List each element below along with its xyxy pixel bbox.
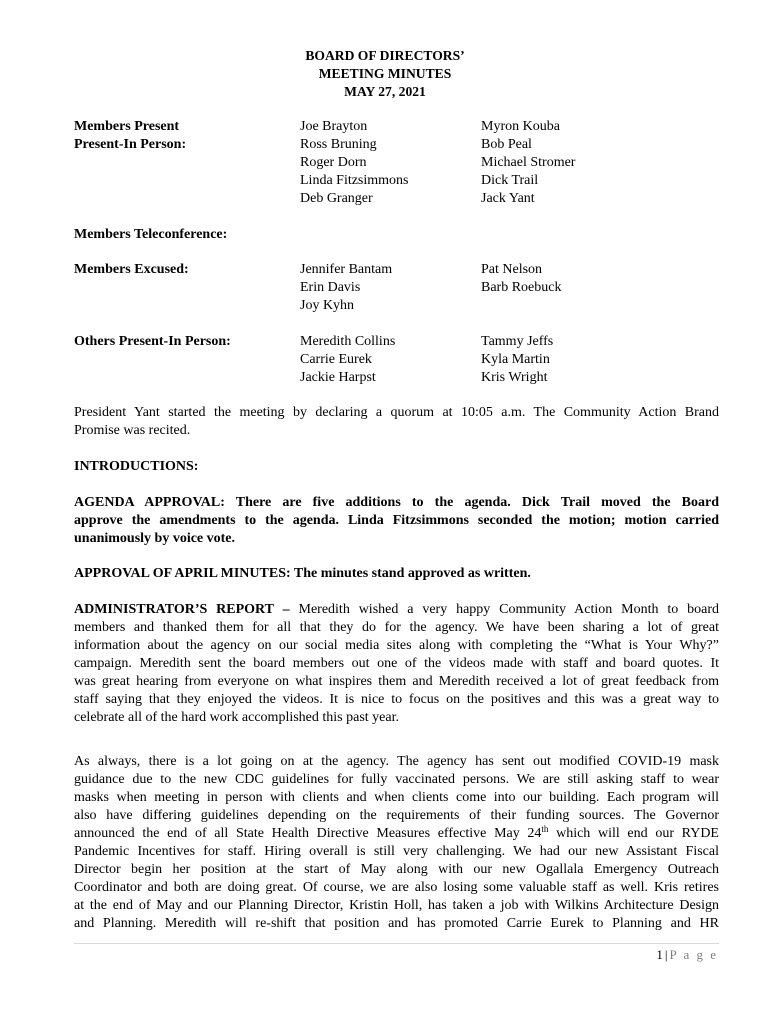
administrator-report-paragraph: ADMINISTRATOR’S REPORT – Meredith wished a very happy Community Action Month to board members and thanked them for all that they do for the agency. We have been sharing a lot of great information about the agency on our social media sites along with completing the “What is Your Why?” campaign. Meredith sent the board members out one of the videos made with staff and board quotes. It was great hearing from everyone on what inspires them and Meredith received a lot of great feedback from staff saying that they enjoyed the videos. It is nice to focus on the positives and this was a great way to celebrate all of the hard work accomplished this past year. (74, 602, 719, 725)
agency-update-paragraph: As always, there is a lot going on at the agency. The agency has sent out modified COVID-19 mask guidance due to the new CDC guidelines for fully vaccinated persons. We are still asking staff to wear masks when meeting in person with clients and when clients come into our building. Each program will also have differing guidelines depending on the requirements of their funding sources. The Governor announced the end of all State Health Directive Measures effective May 24th which will end our RYDE Pandemic Incentives for staff. Hiring overall is still very challenging. We had our new Assistant Fiscal Director begin her position at the start of May along with our new Ogallala Emergency Outreach Coordinator and both are doing great. Of course, we are also losing some valuable staff as well. Kris retires at the end of May and our Planning Director, Kristin Holl, has taken a job with Wilkins Architecture Design and Planning. Meredith will re-shift that position and has promoted Carrie Eurek to Planning and HR (74, 754, 719, 931)
attendee-name: Tammy Jeffs (481, 334, 554, 349)
attendee-name: Kyla Martin (481, 352, 550, 367)
member-name: Jack Yant (481, 191, 535, 206)
page-footer (656, 946, 718, 964)
member-name: Jennifer Bantam (300, 262, 393, 277)
members-present-col2 (481, 118, 701, 208)
members-excused-label: Members Excused: (74, 262, 189, 277)
introductions-heading: INTRODUCTIONS: (74, 459, 199, 474)
attendance-table (74, 118, 724, 387)
members-present-row (74, 118, 724, 226)
page-separator: | (664, 947, 668, 962)
attendee-name: Meredith Collins (300, 334, 396, 349)
present-in-person-label: Present-In Person: (74, 137, 187, 152)
title-line-1: BOARD OF DIRECTORS’ (305, 48, 465, 63)
page-number: 1 (656, 947, 663, 962)
title-line-2: MEETING MINUTES (318, 66, 452, 81)
opening-paragraph: President Yant started the meeting by declaring a quorum at 10:05 a.m. The Community Action Brand Promise was recited. (74, 405, 719, 438)
member-name: Barb Roebuck (481, 280, 562, 295)
title-line-3: MAY 27, 2021 (344, 84, 426, 99)
footer-divider (74, 943, 719, 944)
member-name: Linda Fitzsimmons (300, 173, 409, 188)
member-name: Ross Bruning (300, 137, 377, 152)
others-present-col1 (300, 333, 480, 387)
teleconference-label: Members Teleconference: (74, 227, 228, 242)
member-name: Deb Granger (300, 191, 373, 206)
others-present-row (74, 333, 724, 387)
teleconference-row (74, 226, 724, 261)
member-name: Michael Stromer (481, 155, 576, 170)
agenda-approval-paragraph: AGENDA APPROVAL: There are five additions to the agenda. Dick Trail moved the Board approve the amendments to the agenda. Linda Fitzsimmons seconded the motion; motion carried unanimously by voice vote. (74, 495, 719, 546)
document-title (0, 47, 770, 101)
member-name: Joy Kyhn (300, 298, 355, 313)
member-name: Erin Davis (300, 280, 361, 295)
april-minutes-paragraph: APPROVAL OF APRIL MINUTES: The minutes stand approved as written. (74, 566, 531, 581)
member-name: Joe Brayton (300, 119, 368, 134)
administrator-report-heading: ADMINISTRATOR’S REPORT – (74, 602, 290, 617)
members-excused-col2 (481, 261, 701, 297)
member-name: Myron Kouba (481, 119, 560, 134)
attendee-name: Jackie Harpst (300, 370, 376, 385)
member-name: Bob Peal (481, 137, 532, 152)
members-present-col1 (300, 118, 480, 208)
member-name: Pat Nelson (481, 262, 543, 277)
page-word: P a g e (669, 947, 718, 962)
members-excused-col1 (300, 261, 480, 315)
attendee-name: Kris Wright (481, 370, 548, 385)
members-excused-row (74, 261, 724, 333)
member-name: Dick Trail (481, 173, 539, 188)
member-name: Roger Dorn (300, 155, 367, 170)
others-present-label: Others Present-In Person: (74, 334, 231, 349)
members-present-label: Members Present (74, 119, 180, 134)
others-present-col2 (481, 333, 701, 387)
attendee-name: Carrie Eurek (300, 352, 372, 367)
